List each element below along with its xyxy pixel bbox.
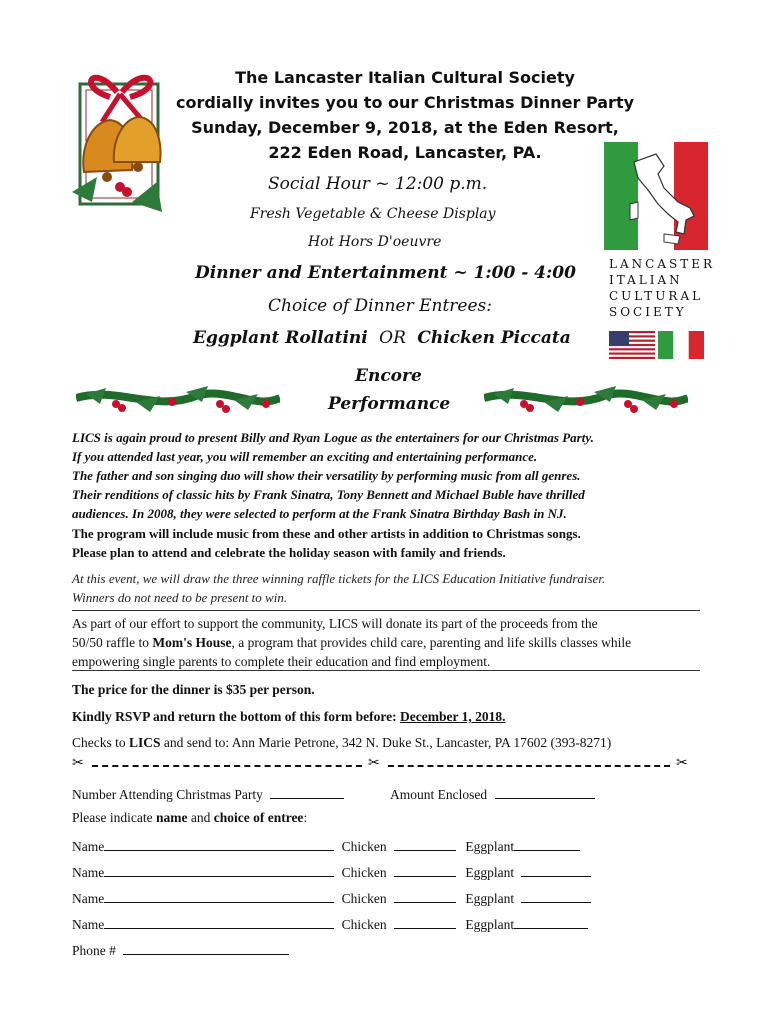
chicken-field[interactable] bbox=[394, 888, 456, 903]
eggplant-field[interactable] bbox=[514, 836, 580, 851]
indicate-choice: choice of entree bbox=[213, 810, 304, 825]
dinner-entertainment: Dinner and Entertainment ~ 1:00 - 4:00 bbox=[195, 263, 576, 283]
name-label: Name bbox=[72, 865, 105, 880]
hot-hors-doeuvre: Hot Hors D'oeuvre bbox=[308, 234, 442, 250]
checks-text bbox=[72, 733, 712, 752]
indicate-name: name bbox=[155, 810, 188, 825]
encore-line1: Encore bbox=[355, 366, 422, 386]
checks-lics: LICS bbox=[129, 735, 161, 750]
checks-prefix: Checks to bbox=[72, 735, 129, 750]
entertainers-line5: audiences. In 2008, they were selected to perform at the Frank Sinatra Birthday Bash in NJ. bbox=[72, 506, 567, 521]
number-attending-field[interactable] bbox=[270, 784, 344, 799]
phone-row bbox=[72, 940, 289, 959]
chicken-field[interactable] bbox=[394, 862, 456, 877]
indicate-row bbox=[72, 810, 307, 826]
christmas-bells-image bbox=[62, 62, 180, 224]
divider-bottom bbox=[72, 670, 700, 671]
name-label: Name bbox=[72, 839, 105, 854]
us-flag-icon bbox=[609, 331, 655, 359]
rsvp-prefix: Kindly RSVP and return the bottom of this form before: bbox=[72, 709, 400, 724]
entertainers-line4: Their renditions of classic hits by Frank Sinatra, Tony Bennett and Michael Buble have thrilled bbox=[72, 487, 585, 502]
italy-flag-icon bbox=[658, 331, 704, 359]
number-attending-row bbox=[72, 784, 344, 803]
community-line2 bbox=[72, 633, 712, 652]
cut-line bbox=[72, 757, 700, 773]
chicken-field[interactable] bbox=[394, 914, 456, 929]
phone-field[interactable] bbox=[123, 940, 289, 955]
program-line1: The program will include music from these and other artists in addition to Christmas songs. bbox=[72, 526, 581, 541]
program-paragraph bbox=[72, 524, 712, 562]
chicken-label: Chicken bbox=[341, 917, 387, 932]
fresh-vegetable-display: Fresh Vegetable & Cheese Display bbox=[250, 206, 496, 222]
invitation-header-line4: 222 Eden Road, Lancaster, PA. bbox=[268, 143, 542, 162]
divider-top bbox=[72, 610, 700, 611]
name-field[interactable] bbox=[104, 836, 334, 851]
amount-enclosed-row bbox=[390, 784, 595, 803]
raffle-paragraph bbox=[72, 569, 712, 607]
program-line2: Please plan to attend and celebrate the holiday season with family and friends. bbox=[72, 545, 506, 560]
eggplant-label: Eggplant bbox=[465, 839, 515, 854]
name-label: Name bbox=[72, 891, 105, 906]
rsvp-deadline: December 1, 2018. bbox=[400, 709, 506, 724]
indicate-colon: : bbox=[303, 810, 308, 825]
amount-enclosed-label: Amount Enclosed bbox=[390, 787, 488, 802]
guest-row bbox=[72, 888, 591, 907]
rsvp-text bbox=[72, 707, 712, 726]
raffle-line2: Winners do not need to be present to win. bbox=[72, 590, 288, 605]
logo-line2: ITALIAN bbox=[609, 273, 683, 287]
community-paragraph bbox=[72, 614, 712, 671]
raffle-line1: At this event, we will draw the three winning raffle tickets for the LICS Education Initiative fundraiser. bbox=[72, 571, 606, 586]
community-line2-c: , a program that provides child care, parenting and life skills classes while bbox=[231, 635, 632, 650]
eggplant-field[interactable] bbox=[514, 914, 588, 929]
name-field[interactable] bbox=[104, 914, 334, 929]
indicate-and: and bbox=[187, 810, 214, 825]
moms-house: Mom's House bbox=[152, 635, 232, 650]
entertainers-paragraph bbox=[72, 428, 712, 523]
logo-line4: SOCIETY bbox=[609, 305, 687, 319]
entree-chicken: Chicken Piccata bbox=[417, 328, 571, 348]
chicken-label: Chicken bbox=[341, 839, 387, 854]
price-text: The price for the dinner is $35 per person. bbox=[72, 682, 315, 697]
name-field[interactable] bbox=[104, 862, 334, 877]
social-hour: Social Hour ~ 12:00 p.m. bbox=[268, 174, 488, 194]
name-field[interactable] bbox=[104, 888, 334, 903]
eggplant-field[interactable] bbox=[521, 888, 591, 903]
logo-line3: CULTURAL bbox=[609, 289, 704, 303]
phone-label: Phone # bbox=[72, 943, 116, 958]
entertainers-line3: The father and son singing duo will show their versatility by performing music from all genres. bbox=[72, 468, 581, 483]
chicken-label: Chicken bbox=[341, 865, 387, 880]
invitation-header-line2: cordially invites you to our Christmas Dinner Party bbox=[175, 93, 635, 112]
holly-garland-left bbox=[76, 384, 280, 416]
checks-address: and send to: Ann Marie Petrone, 342 N. Duke St., Lancaster, PA 17602 (393-8271) bbox=[160, 735, 612, 750]
entree-or: OR bbox=[379, 328, 406, 348]
entree-eggplant: Eggplant Rollatini bbox=[193, 328, 368, 348]
community-line3: empowering single parents to complete their education and find employment. bbox=[72, 654, 491, 669]
italy-map-logo bbox=[604, 142, 708, 250]
holly-garland-right bbox=[484, 384, 688, 416]
amount-enclosed-field[interactable] bbox=[495, 784, 595, 799]
scissors-icon: ✂ bbox=[72, 756, 84, 771]
chicken-field[interactable] bbox=[394, 836, 456, 851]
eggplant-label: Eggplant bbox=[465, 865, 515, 880]
name-label: Name bbox=[72, 917, 105, 932]
invitation-header-line3: Sunday, December 9, 2018, at the Eden Resort, bbox=[191, 118, 619, 137]
invitation-header-line1: The Lancaster Italian Cultural Society bbox=[235, 68, 575, 87]
community-line1: As part of our effort to support the community, LICS will donate its part of the proceeds from the bbox=[72, 616, 598, 631]
logo-line1: LANCASTER bbox=[609, 257, 716, 271]
entertainers-line1: LICS is again proud to present Billy and Ryan Logue as the entertainers for our Christmas Party. bbox=[72, 430, 594, 445]
lics-logo-text bbox=[609, 256, 716, 320]
encore-line2: Performance bbox=[328, 394, 451, 414]
entertainers-line2: If you attended last year, you will remember an exciting and entertaining performance. bbox=[72, 449, 538, 464]
guest-row bbox=[72, 836, 580, 855]
eggplant-label: Eggplant bbox=[465, 917, 515, 932]
guest-row bbox=[72, 862, 591, 881]
scissors-icon: ✂ bbox=[368, 756, 380, 771]
eggplant-field[interactable] bbox=[521, 862, 591, 877]
eggplant-label: Eggplant bbox=[465, 891, 515, 906]
number-attending-label: Number Attending Christmas Party bbox=[72, 787, 263, 802]
indicate-a: Please indicate bbox=[72, 810, 156, 825]
scissors-icon: ✂ bbox=[676, 756, 688, 771]
chicken-label: Chicken bbox=[341, 891, 387, 906]
guest-row bbox=[72, 914, 588, 933]
entree-options bbox=[193, 328, 571, 348]
choice-of-entrees: Choice of Dinner Entrees: bbox=[268, 296, 492, 316]
community-line2-a: 50/50 raffle to bbox=[72, 635, 153, 650]
